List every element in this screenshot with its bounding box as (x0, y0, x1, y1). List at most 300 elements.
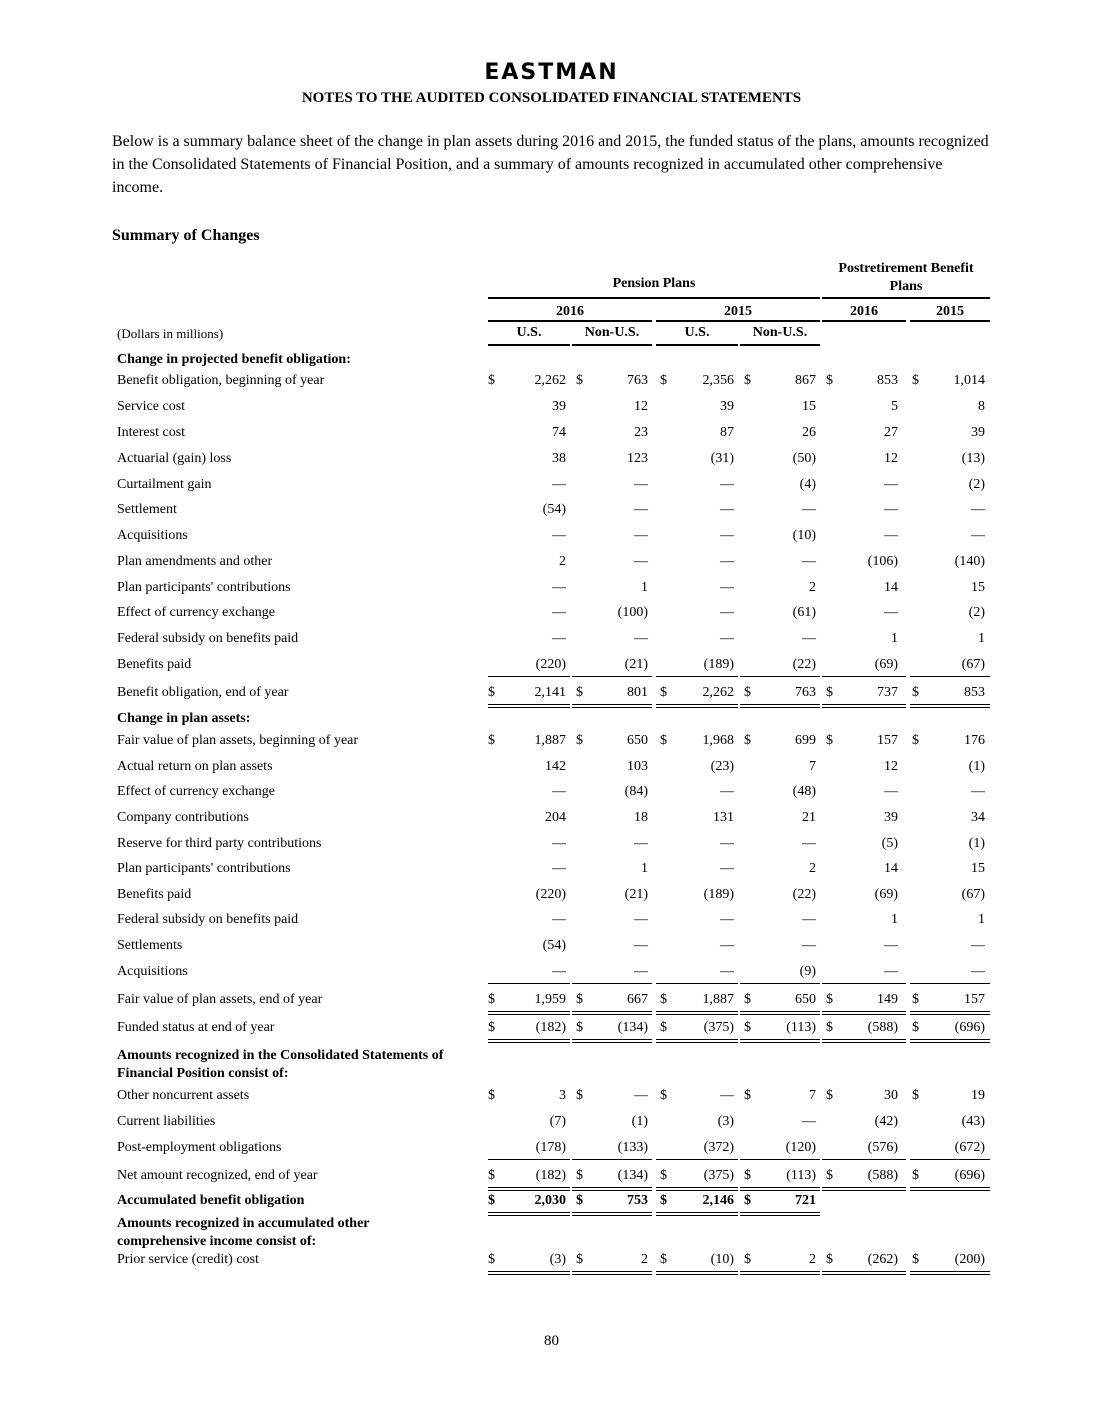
table-cell: (375) (703, 1168, 734, 1183)
table-cell: 2,141 (534, 685, 566, 700)
total-rule (656, 1271, 738, 1275)
table-cell: 15 (971, 580, 985, 595)
table-cell: — (720, 836, 734, 851)
table-cell: 1 (978, 912, 985, 927)
table-cell: (21) (624, 657, 648, 672)
row-label: Fair value of plan assets, beginning of year (117, 733, 359, 748)
col-rule-1 (488, 344, 570, 346)
table-cell: 1 (641, 861, 648, 876)
table-cell: — (634, 964, 648, 979)
row-label: Prior service (credit) cost (117, 1252, 259, 1267)
row-label: Curtailment gain (117, 477, 212, 492)
table-cell: — (884, 964, 898, 979)
table-cell: (21) (624, 887, 648, 902)
dollar-sign: $ (488, 685, 495, 700)
dollar-sign: $ (576, 685, 583, 700)
table-cell: (50) (792, 451, 816, 466)
table-cell: 15 (971, 861, 985, 876)
dollar-sign: $ (744, 685, 751, 700)
table-row (0, 1168, 1103, 1188)
year-rule-r2015 (910, 320, 990, 322)
total-rule (488, 704, 570, 708)
dollar-sign: $ (488, 1252, 495, 1267)
total-rule (488, 1039, 570, 1043)
table-cell: — (971, 938, 985, 953)
table-row (0, 554, 1103, 574)
table-cell: (588) (867, 1168, 898, 1183)
table-cell: 1 (978, 631, 985, 646)
table-cell: (372) (703, 1140, 734, 1155)
dollar-sign: $ (660, 685, 667, 700)
dollar-sign: $ (488, 733, 495, 748)
dollar-sign: $ (912, 1020, 919, 1035)
table-cell: — (971, 784, 985, 799)
dollar-sign: $ (660, 733, 667, 748)
table-cell: — (884, 605, 898, 620)
table-cell: 667 (627, 992, 648, 1007)
table-row (0, 861, 1103, 881)
table-cell: — (720, 554, 734, 569)
year-rule-p2015 (656, 320, 820, 322)
dollar-sign: $ (576, 733, 583, 748)
total-rule (822, 704, 906, 708)
table-cell: — (552, 861, 566, 876)
table-cell: 699 (795, 733, 816, 748)
dollar-sign: $ (826, 1168, 833, 1183)
total-rule (740, 1011, 820, 1015)
dollar-sign: $ (576, 1088, 583, 1103)
total-rule (740, 1039, 820, 1043)
subtotal-rule (822, 676, 906, 677)
row-label: Fair value of plan assets, end of year (117, 992, 323, 1007)
dollar-sign: $ (660, 1193, 667, 1208)
table-cell: — (884, 784, 898, 799)
total-rule (656, 704, 738, 708)
table-cell: 650 (795, 992, 816, 1007)
table-cell: 39 (552, 399, 566, 414)
table-cell: — (720, 502, 734, 517)
table-cell: 12 (634, 399, 648, 414)
section-heading (0, 1216, 1103, 1236)
section-heading (0, 1048, 1103, 1068)
table-cell: — (802, 1114, 816, 1129)
table-row (0, 992, 1103, 1012)
table-row (0, 887, 1103, 907)
table-row (0, 502, 1103, 522)
dollar-sign: $ (912, 733, 919, 748)
dollar-sign: $ (826, 1020, 833, 1035)
col-header-us-2016: U.S. (516, 325, 542, 340)
table-cell: 753 (627, 1193, 648, 1208)
subtotal-rule (656, 983, 738, 984)
row-label: Plan participants' contributions (117, 580, 291, 595)
table-cell: — (802, 836, 816, 851)
col-header-nonus-2016: Non-U.S. (584, 325, 640, 340)
dollar-sign: $ (744, 1193, 751, 1208)
subtotal-rule (488, 983, 570, 984)
dollar-sign: $ (744, 1168, 751, 1183)
table-cell: 15 (802, 399, 816, 414)
table-cell: 74 (552, 425, 566, 440)
table-cell: 12 (884, 451, 898, 466)
table-cell: (220) (535, 657, 566, 672)
table-cell: (189) (703, 657, 734, 672)
table-cell: 39 (971, 425, 985, 440)
dollar-sign: $ (576, 1020, 583, 1035)
table-cell: (375) (703, 1020, 734, 1035)
row-label: Benefit obligation, end of year (117, 685, 289, 700)
table-cell: (67) (961, 887, 985, 902)
table-row (0, 1193, 1103, 1213)
row-label: comprehensive income consist of: (117, 1234, 317, 1249)
table-cell: 1,887 (702, 992, 734, 1007)
table-cell: 39 (720, 399, 734, 414)
row-label: Benefits paid (117, 887, 192, 902)
table-row (0, 631, 1103, 651)
row-label: Service cost (117, 399, 186, 414)
table-cell: — (552, 912, 566, 927)
table-row (0, 784, 1103, 804)
subtotal-rule (572, 676, 652, 677)
table-cell: 5 (891, 399, 898, 414)
dollar-sign: $ (488, 1193, 495, 1208)
table-cell: (67) (961, 657, 985, 672)
table-cell: — (720, 784, 734, 799)
table-cell: — (634, 502, 648, 517)
section-heading (0, 352, 1103, 372)
row-label: Settlement (117, 502, 177, 517)
table-cell: 39 (884, 810, 898, 825)
total-rule (488, 1011, 570, 1015)
dollar-sign: $ (488, 1168, 495, 1183)
row-label: Amounts recognized in accumulated other (117, 1216, 370, 1231)
total-rule (740, 1187, 820, 1191)
table-row (0, 938, 1103, 958)
table-cell: 2 (809, 1252, 816, 1267)
dollar-sign: $ (912, 373, 919, 388)
table-cell: 1,959 (534, 992, 566, 1007)
table-cell: 2,146 (702, 1193, 734, 1208)
total-rule (572, 704, 652, 708)
postretirement-header-line1: Postretirement Benefit (838, 261, 974, 276)
dollar-sign: $ (744, 733, 751, 748)
subtotal-rule (572, 983, 652, 984)
subtotal-rule (910, 983, 990, 984)
row-label: Benefits paid (117, 657, 192, 672)
row-label: Reserve for third party contributions (117, 836, 322, 851)
table-cell: — (552, 836, 566, 851)
table-cell: (576) (867, 1140, 898, 1155)
col-header-nonus-2015: Non-U.S. (752, 325, 808, 340)
table-cell: 30 (884, 1088, 898, 1103)
table-cell: (696) (954, 1020, 985, 1035)
table-cell: — (720, 912, 734, 927)
total-rule (822, 1271, 906, 1275)
table-cell: — (802, 631, 816, 646)
table-cell: (3) (549, 1252, 566, 1267)
table-cell: (43) (961, 1114, 985, 1129)
table-cell: (48) (792, 784, 816, 799)
table-cell: 721 (795, 1193, 816, 1208)
table-cell: (4) (799, 477, 816, 492)
row-label: Acquisitions (117, 964, 188, 979)
table-cell: (113) (786, 1168, 816, 1183)
table-cell: — (634, 554, 648, 569)
table-row (0, 580, 1103, 600)
table-cell: — (720, 580, 734, 595)
table-cell: — (634, 912, 648, 927)
table-cell: — (802, 912, 816, 927)
subtotal-rule (488, 1159, 570, 1160)
year-postretirement-2016: 2016 (850, 304, 878, 319)
table-row (0, 657, 1103, 677)
subtotal-rule (910, 676, 990, 677)
table-row (0, 451, 1103, 471)
postretirement-header-line2: Plans (889, 279, 923, 294)
table-cell: 7 (809, 759, 816, 774)
row-label: Post-employment obligations (117, 1140, 282, 1155)
table-row (0, 759, 1103, 779)
section-heading (0, 711, 1103, 731)
table-cell: 26 (802, 425, 816, 440)
row-label: Actuarial (gain) loss (117, 451, 232, 466)
table-row (0, 836, 1103, 856)
table-cell: 853 (964, 685, 985, 700)
dollar-sign: $ (576, 992, 583, 1007)
dollar-sign: $ (660, 1168, 667, 1183)
total-rule (656, 1011, 738, 1015)
table-row (0, 964, 1103, 984)
table-cell: (140) (954, 554, 985, 569)
table-cell: 142 (545, 759, 566, 774)
table-cell: — (634, 631, 648, 646)
table-cell: 123 (627, 451, 648, 466)
postretirement-header-rule (822, 297, 990, 299)
table-cell: (10) (710, 1252, 734, 1267)
table-cell: 87 (720, 425, 734, 440)
total-rule (910, 1271, 990, 1275)
row-label: Funded status at end of year (117, 1020, 275, 1035)
table-cell: (220) (535, 887, 566, 902)
table-cell: — (634, 938, 648, 953)
table-cell: (588) (867, 1020, 898, 1035)
table-cell: (113) (786, 1020, 816, 1035)
table-cell: 157 (877, 733, 898, 748)
table-cell: (182) (535, 1020, 566, 1035)
dollar-sign: $ (660, 1088, 667, 1103)
table-cell: (189) (703, 887, 734, 902)
row-label: Interest cost (117, 425, 186, 440)
table-cell: (120) (785, 1140, 816, 1155)
table-row (0, 477, 1103, 497)
table-cell: (13) (961, 451, 985, 466)
table-row (0, 1020, 1103, 1040)
subtotal-rule (822, 1159, 906, 1160)
total-rule (488, 1271, 570, 1275)
row-label: Accumulated benefit obligation (117, 1193, 305, 1208)
subtotal-rule (656, 676, 738, 677)
table-cell: — (884, 938, 898, 953)
row-label: Plan participants' contributions (117, 861, 291, 876)
table-cell: — (552, 528, 566, 543)
table-cell: — (720, 477, 734, 492)
table-cell: — (971, 502, 985, 517)
table-cell: 27 (884, 425, 898, 440)
table-cell: 34 (971, 810, 985, 825)
table-cell: 1,968 (702, 733, 734, 748)
table-cell: 3 (559, 1088, 566, 1103)
total-rule (910, 1187, 990, 1191)
table-cell: 801 (627, 685, 648, 700)
subtotal-rule (740, 1159, 820, 1160)
table-cell: (84) (624, 784, 648, 799)
table-cell: — (802, 554, 816, 569)
subtotal-rule (740, 983, 820, 984)
table-cell: (1) (631, 1114, 648, 1129)
subtotal-rule (572, 1159, 652, 1160)
pension-plans-header: Pension Plans (612, 276, 696, 291)
dollar-sign: $ (660, 992, 667, 1007)
table-cell: — (634, 1088, 648, 1103)
table-cell: 103 (627, 759, 648, 774)
table-cell: — (720, 528, 734, 543)
table-cell: 176 (964, 733, 985, 748)
subtotal-rule (740, 676, 820, 677)
table-cell: 38 (552, 451, 566, 466)
dollar-sign: $ (912, 1168, 919, 1183)
table-cell: — (971, 528, 985, 543)
table-cell: — (634, 528, 648, 543)
table-cell: (10) (792, 528, 816, 543)
row-label: Settlements (117, 938, 183, 953)
row-label: Effect of currency exchange (117, 605, 275, 620)
table-cell: 2 (559, 554, 566, 569)
table-cell: (1) (968, 759, 985, 774)
row-label: Change in projected benefit obligation: (117, 352, 351, 367)
table-cell: (106) (867, 554, 898, 569)
table-row (0, 733, 1103, 753)
table-cell: — (720, 631, 734, 646)
total-rule (910, 1011, 990, 1015)
table-cell: (133) (617, 1140, 648, 1155)
dollar-sign: $ (826, 1252, 833, 1267)
table-cell: (9) (799, 964, 816, 979)
dollar-sign: $ (660, 1252, 667, 1267)
table-row (0, 685, 1103, 705)
table-cell: (1) (968, 836, 985, 851)
dollar-sign: $ (912, 992, 919, 1007)
table-cell: (7) (549, 1114, 566, 1129)
dollar-sign: $ (912, 1252, 919, 1267)
row-label: Current liabilities (117, 1114, 216, 1129)
table-row (0, 528, 1103, 548)
col-rule-3 (656, 344, 738, 346)
table-cell: (5) (881, 836, 898, 851)
table-cell: (54) (542, 938, 566, 953)
table-cell: 2,262 (702, 685, 734, 700)
row-label: Other noncurrent assets (117, 1088, 250, 1103)
table-cell: 157 (964, 992, 985, 1007)
subtotal-rule (488, 676, 570, 677)
table-cell: 1 (891, 912, 898, 927)
table-cell: (2) (968, 605, 985, 620)
table-cell: (2) (968, 477, 985, 492)
table-row (0, 605, 1103, 625)
table-cell: 853 (877, 373, 898, 388)
table-cell: — (720, 964, 734, 979)
section-title: Summary of Changes (112, 227, 260, 244)
table-row (0, 912, 1103, 932)
pension-header-rule (488, 297, 820, 299)
table-row (0, 425, 1103, 445)
table-cell: 7 (809, 1088, 816, 1103)
year-pension-2016: 2016 (556, 304, 584, 319)
year-postretirement-2015: 2015 (936, 304, 964, 319)
table-cell: (178) (535, 1140, 566, 1155)
subtotal-rule (910, 1159, 990, 1160)
table-row (0, 399, 1103, 419)
table-cell: (134) (617, 1020, 648, 1035)
table-cell: 23 (634, 425, 648, 440)
table-cell: — (884, 502, 898, 517)
dollar-sign: $ (576, 1193, 583, 1208)
table-cell: (61) (792, 605, 816, 620)
table-cell: (100) (617, 605, 648, 620)
dollar-sign: $ (826, 992, 833, 1007)
table-cell: — (802, 502, 816, 517)
dollar-sign: $ (912, 685, 919, 700)
table-cell: 867 (795, 373, 816, 388)
table-cell: 1 (641, 580, 648, 595)
year-rule-r2016 (822, 320, 906, 322)
dollar-sign: $ (744, 373, 751, 388)
row-label: Federal subsidy on benefits paid (117, 912, 299, 927)
table-cell: 2 (809, 580, 816, 595)
table-cell: 1 (891, 631, 898, 646)
total-rule (740, 1271, 820, 1275)
page-header: NOTES TO THE AUDITED CONSOLIDATED FINANCIAL STATEMENTS (301, 90, 802, 106)
total-rule (572, 1187, 652, 1191)
table-cell: 2,030 (534, 1193, 566, 1208)
total-rule (910, 704, 990, 708)
subtotal-rule (822, 983, 906, 984)
table-cell: — (552, 605, 566, 620)
table-cell: 1,887 (534, 733, 566, 748)
table-cell: — (552, 580, 566, 595)
row-label: Acquisitions (117, 528, 188, 543)
table-cell: — (720, 938, 734, 953)
total-rule (572, 1011, 652, 1015)
section-heading (0, 1066, 1103, 1086)
table-cell: (200) (954, 1252, 985, 1267)
table-cell: 2 (809, 861, 816, 876)
row-label: Net amount recognized, end of year (117, 1168, 318, 1183)
dollar-sign: $ (826, 1088, 833, 1103)
intro-paragraph: Below is a summary balance sheet of the change in plan assets during 2016 and 2015, the funded status of the plans, amounts recognized in the Consolidated Statements of Financial Position, and a summary of amounts recognized in accumulated other comprehensive income. (112, 133, 989, 196)
table-cell: 2,262 (534, 373, 566, 388)
table-cell: (262) (867, 1252, 898, 1267)
col-header-us-2015: U.S. (684, 325, 710, 340)
total-rule (910, 1039, 990, 1043)
dollar-sign: $ (488, 1088, 495, 1103)
table-cell: 1,014 (953, 373, 985, 388)
table-cell: — (552, 477, 566, 492)
table-cell: (134) (617, 1168, 648, 1183)
table-cell: 149 (877, 992, 898, 1007)
table-cell: (42) (874, 1114, 898, 1129)
row-label: Financial Position consist of: (117, 1066, 289, 1081)
year-pension-2015: 2015 (724, 304, 752, 319)
